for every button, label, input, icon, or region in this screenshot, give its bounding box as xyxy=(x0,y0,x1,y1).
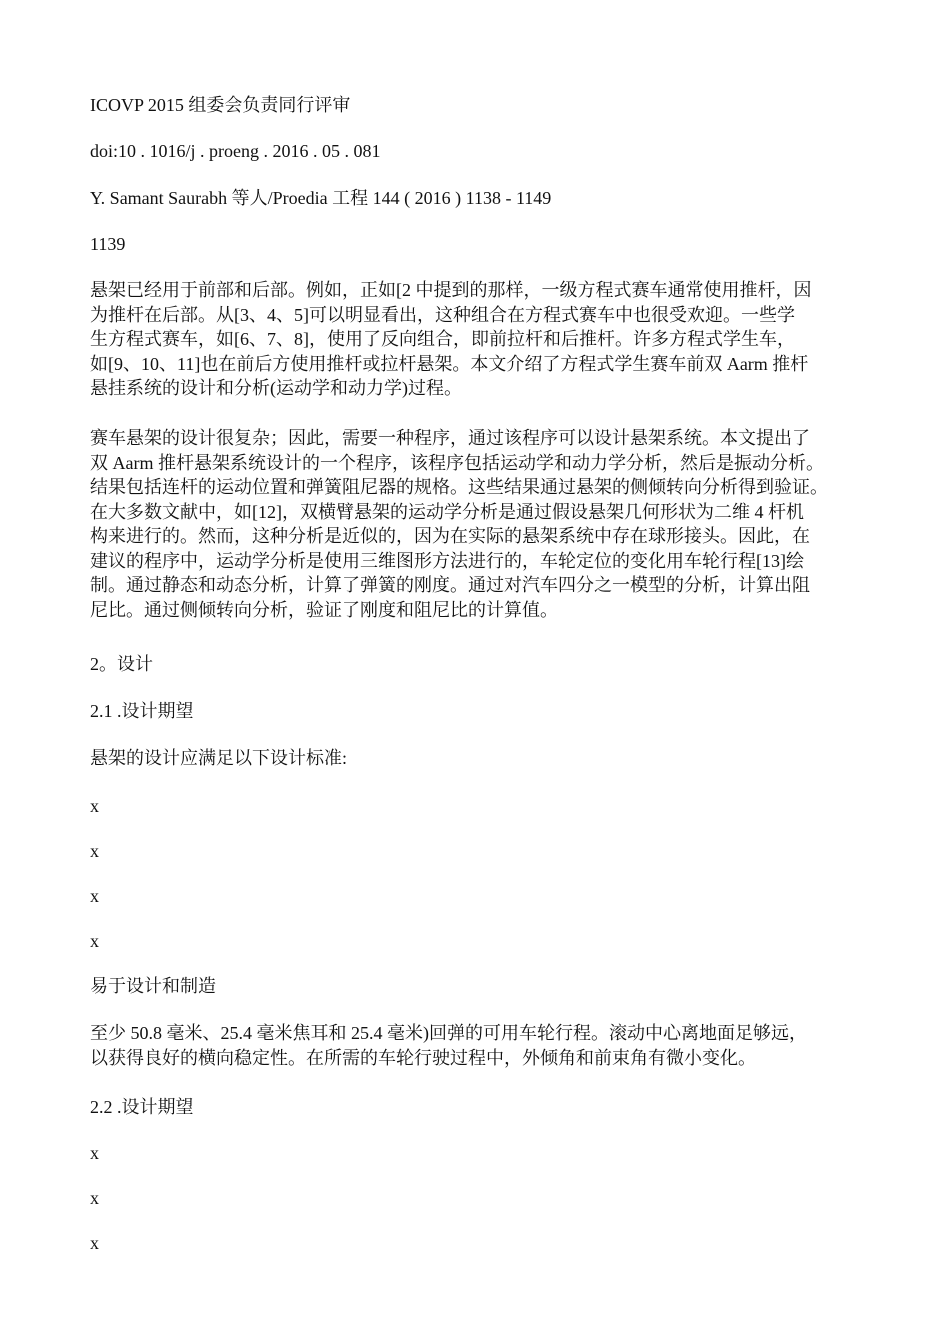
bullet-marker: x xyxy=(90,841,99,861)
paragraph-intro xyxy=(90,278,880,401)
paragraph-line: 构来进行的。然而，这种分析是近似的，因为在实际的悬架系统中存在球形接头。因此，在 xyxy=(90,526,810,546)
paragraph-line: 双 Aarm 推杆悬架系统设计的一个程序，该程序包括运动学和动力学分析，然后是振动分析。 xyxy=(90,452,824,473)
doi-line: doi:10 . 1016/j . proeng . 2016 . 05 . 081 xyxy=(90,141,381,161)
paragraph-procedure xyxy=(90,426,880,622)
bullet-marker: x xyxy=(90,1188,99,1208)
paragraph-line: 结果包括连杆的运动位置和弹簧阻尼器的规格。这些结果通过悬架的侧倾转向分析得到验证。 xyxy=(90,477,828,497)
criteria-item: 易于设计和制造 xyxy=(90,976,216,996)
paragraph-wheel-travel xyxy=(90,1021,880,1070)
subsection-heading: 2.2 .设计期望 xyxy=(90,1097,194,1117)
paragraph-line: 至少 50.8 毫米、25.4 毫米焦耳和 25.4 毫米)回弹的可用车轮行程。滚动中心离地面足够远， xyxy=(90,1023,807,1043)
bullet-marker: x xyxy=(90,1233,99,1253)
subsection-heading: 2.1 .设计期望 xyxy=(90,701,194,721)
paragraph-line: 悬挂系统的设计和分析(运动学和动力学)过程。 xyxy=(90,378,462,398)
citation-line: Y. Samant Saurabh 等人/Proedia 工程 144 ( 2016 ) 1138 - 1149 xyxy=(90,188,552,208)
bullet-marker: x xyxy=(90,1143,99,1163)
paragraph-line: 在大多数文献中，如[12]，双横臂悬架的运动学分析是通过假设悬架几何形状为二维 4 杆机 xyxy=(90,501,804,522)
bullet-marker: x xyxy=(90,931,99,951)
section-heading: 2。设计 xyxy=(90,654,153,674)
peer-review-line: ICOVP 2015 组委会负责同行评审 xyxy=(90,95,351,115)
bullet-marker: x xyxy=(90,796,99,816)
paragraph-line: 赛车悬架的设计很复杂；因此，需要一种程序，通过该程序可以设计悬架系统。本文提出了 xyxy=(90,428,810,448)
paragraph-line: 如[9、10、11]也在前后方使用推杆或拉杆悬架。本文介绍了方程式学生赛车前双 Aarm 推杆 xyxy=(90,353,809,374)
paragraph-line: 为推杆在后部。从[3、4、5]可以明显看出，这种组合在方程式赛车中也很受欢迎。一些学 xyxy=(90,304,795,325)
paragraph-line: 尼比。通过侧倾转向分析，验证了刚度和阻尼比的计算值。 xyxy=(90,599,558,620)
bullet-marker: x xyxy=(90,886,99,906)
paragraph-line: 建议的程序中，运动学分析是使用三维图形方法进行的，车轮定位的变化用车轮行程[13]绘 xyxy=(90,550,804,571)
paragraph-line: 以获得良好的横向稳定性。在所需的车轮行驶过程中，外倾角和前束角有微小变化。 xyxy=(90,1047,756,1068)
page-number: 1139 xyxy=(90,234,126,254)
criteria-intro: 悬架的设计应满足以下设计标准: xyxy=(90,748,347,768)
paragraph-line: 生方程式赛车，如[6、7、8]，使用了反向组合，即前拉杆和后推杆。许多方程式学生车， xyxy=(90,329,795,349)
paragraph-line: 悬架已经用于前部和后部。例如，正如[2 中提到的那样，一级方程式赛车通常使用推杆，因 xyxy=(90,280,812,300)
paragraph-line: 制。通过静态和动态分析，计算了弹簧的刚度。通过对汽车四分之一模型的分析，计算出阻 xyxy=(90,575,810,595)
